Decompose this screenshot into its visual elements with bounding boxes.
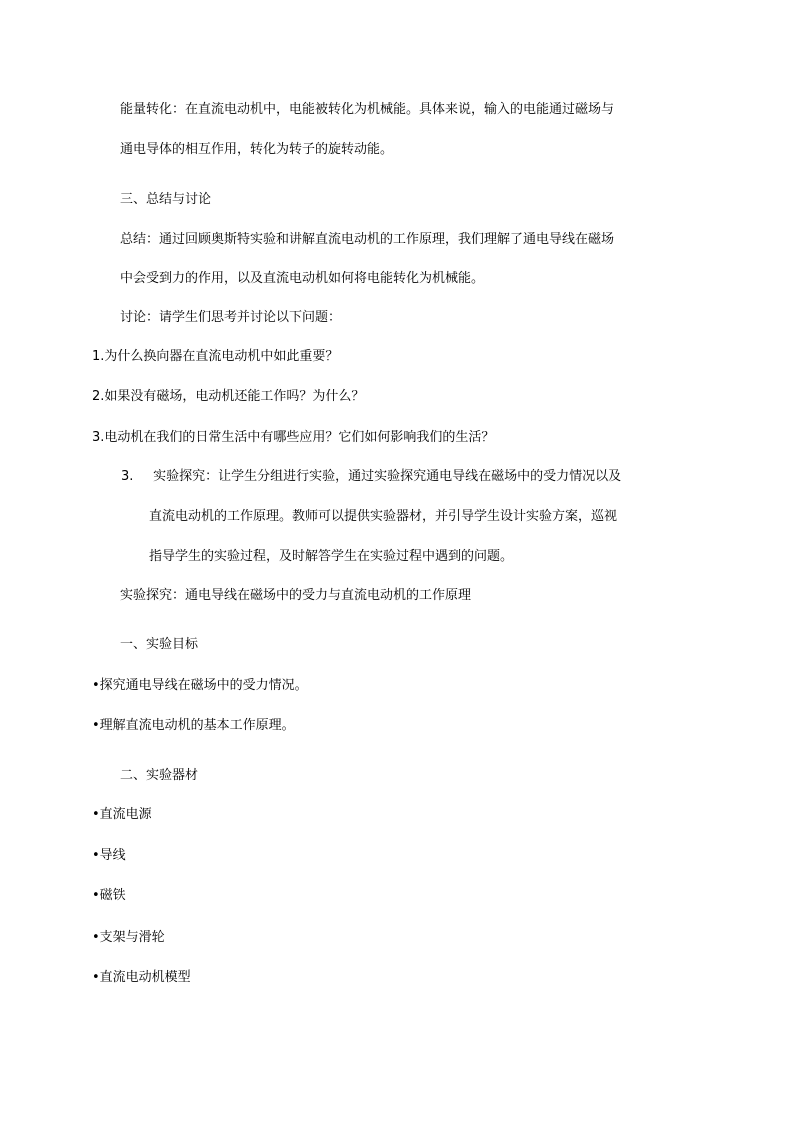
item-3-text-1: 实验探究：让学生分组进行实验，通过实验探究通电导线在磁场中的受力情况以及 <box>153 469 622 484</box>
materials-heading: 二、实验器材 <box>120 768 199 783</box>
discussion-intro: 讨论：请学生们思考并讨论以下问题： <box>120 310 342 325</box>
question-1: 1.为什么换向器在直流电动机中如此重要？ <box>92 349 339 364</box>
summary-line-1: 总结：通过回顾奥斯特实验和讲解直流电动机的工作原理，我们理解了通电导线在磁场 <box>120 232 615 247</box>
question-2: 2.如果没有磁场，电动机还能工作吗？为什么？ <box>92 389 365 404</box>
item-3-number: 3. <box>121 469 134 484</box>
question-3: 3.电动机在我们的日常生活中有哪些应用？它们如何影响我们的生活？ <box>92 430 495 445</box>
goal-item-2: •理解直流电动机的基本工作原理。 <box>92 718 295 733</box>
summary-line-2: 中会受到力的作用，以及直流电动机如何将电能转化为机械能。 <box>120 271 485 286</box>
item-3-line-1 <box>121 468 621 486</box>
material-item-2: •导线 <box>92 848 126 863</box>
goal-item-1: •探究通电导线在磁场中的受力情况。 <box>92 678 308 693</box>
energy-paragraph-line-1: 能量转化：在直流电动机中，电能被转化为机械能。具体来说，输入的电能通过磁场与 <box>120 102 615 117</box>
material-item-3: •磁铁 <box>92 888 126 903</box>
material-item-1: •直流电源 <box>92 807 152 822</box>
experiment-title: 实验探究：通电导线在磁场中的受力与直流电动机的工作原理 <box>120 588 472 603</box>
material-item-5: •直流电动机模型 <box>92 970 191 985</box>
item-3-line-2: 直流电动机的工作原理。教师可以提供实验器材，并引导学生设计实验方案，巡视 <box>149 509 618 524</box>
section-heading-summary: 三、总结与讨论 <box>120 192 212 207</box>
energy-paragraph-line-2: 通电导体的相互作用，转化为转子的旋转动能。 <box>120 142 394 157</box>
material-item-4: •支架与滑轮 <box>92 930 165 945</box>
goals-heading: 一、实验目标 <box>120 637 199 652</box>
item-3-line-3: 指导学生的实验过程，及时解答学生在实验过程中遇到的问题。 <box>149 549 514 564</box>
